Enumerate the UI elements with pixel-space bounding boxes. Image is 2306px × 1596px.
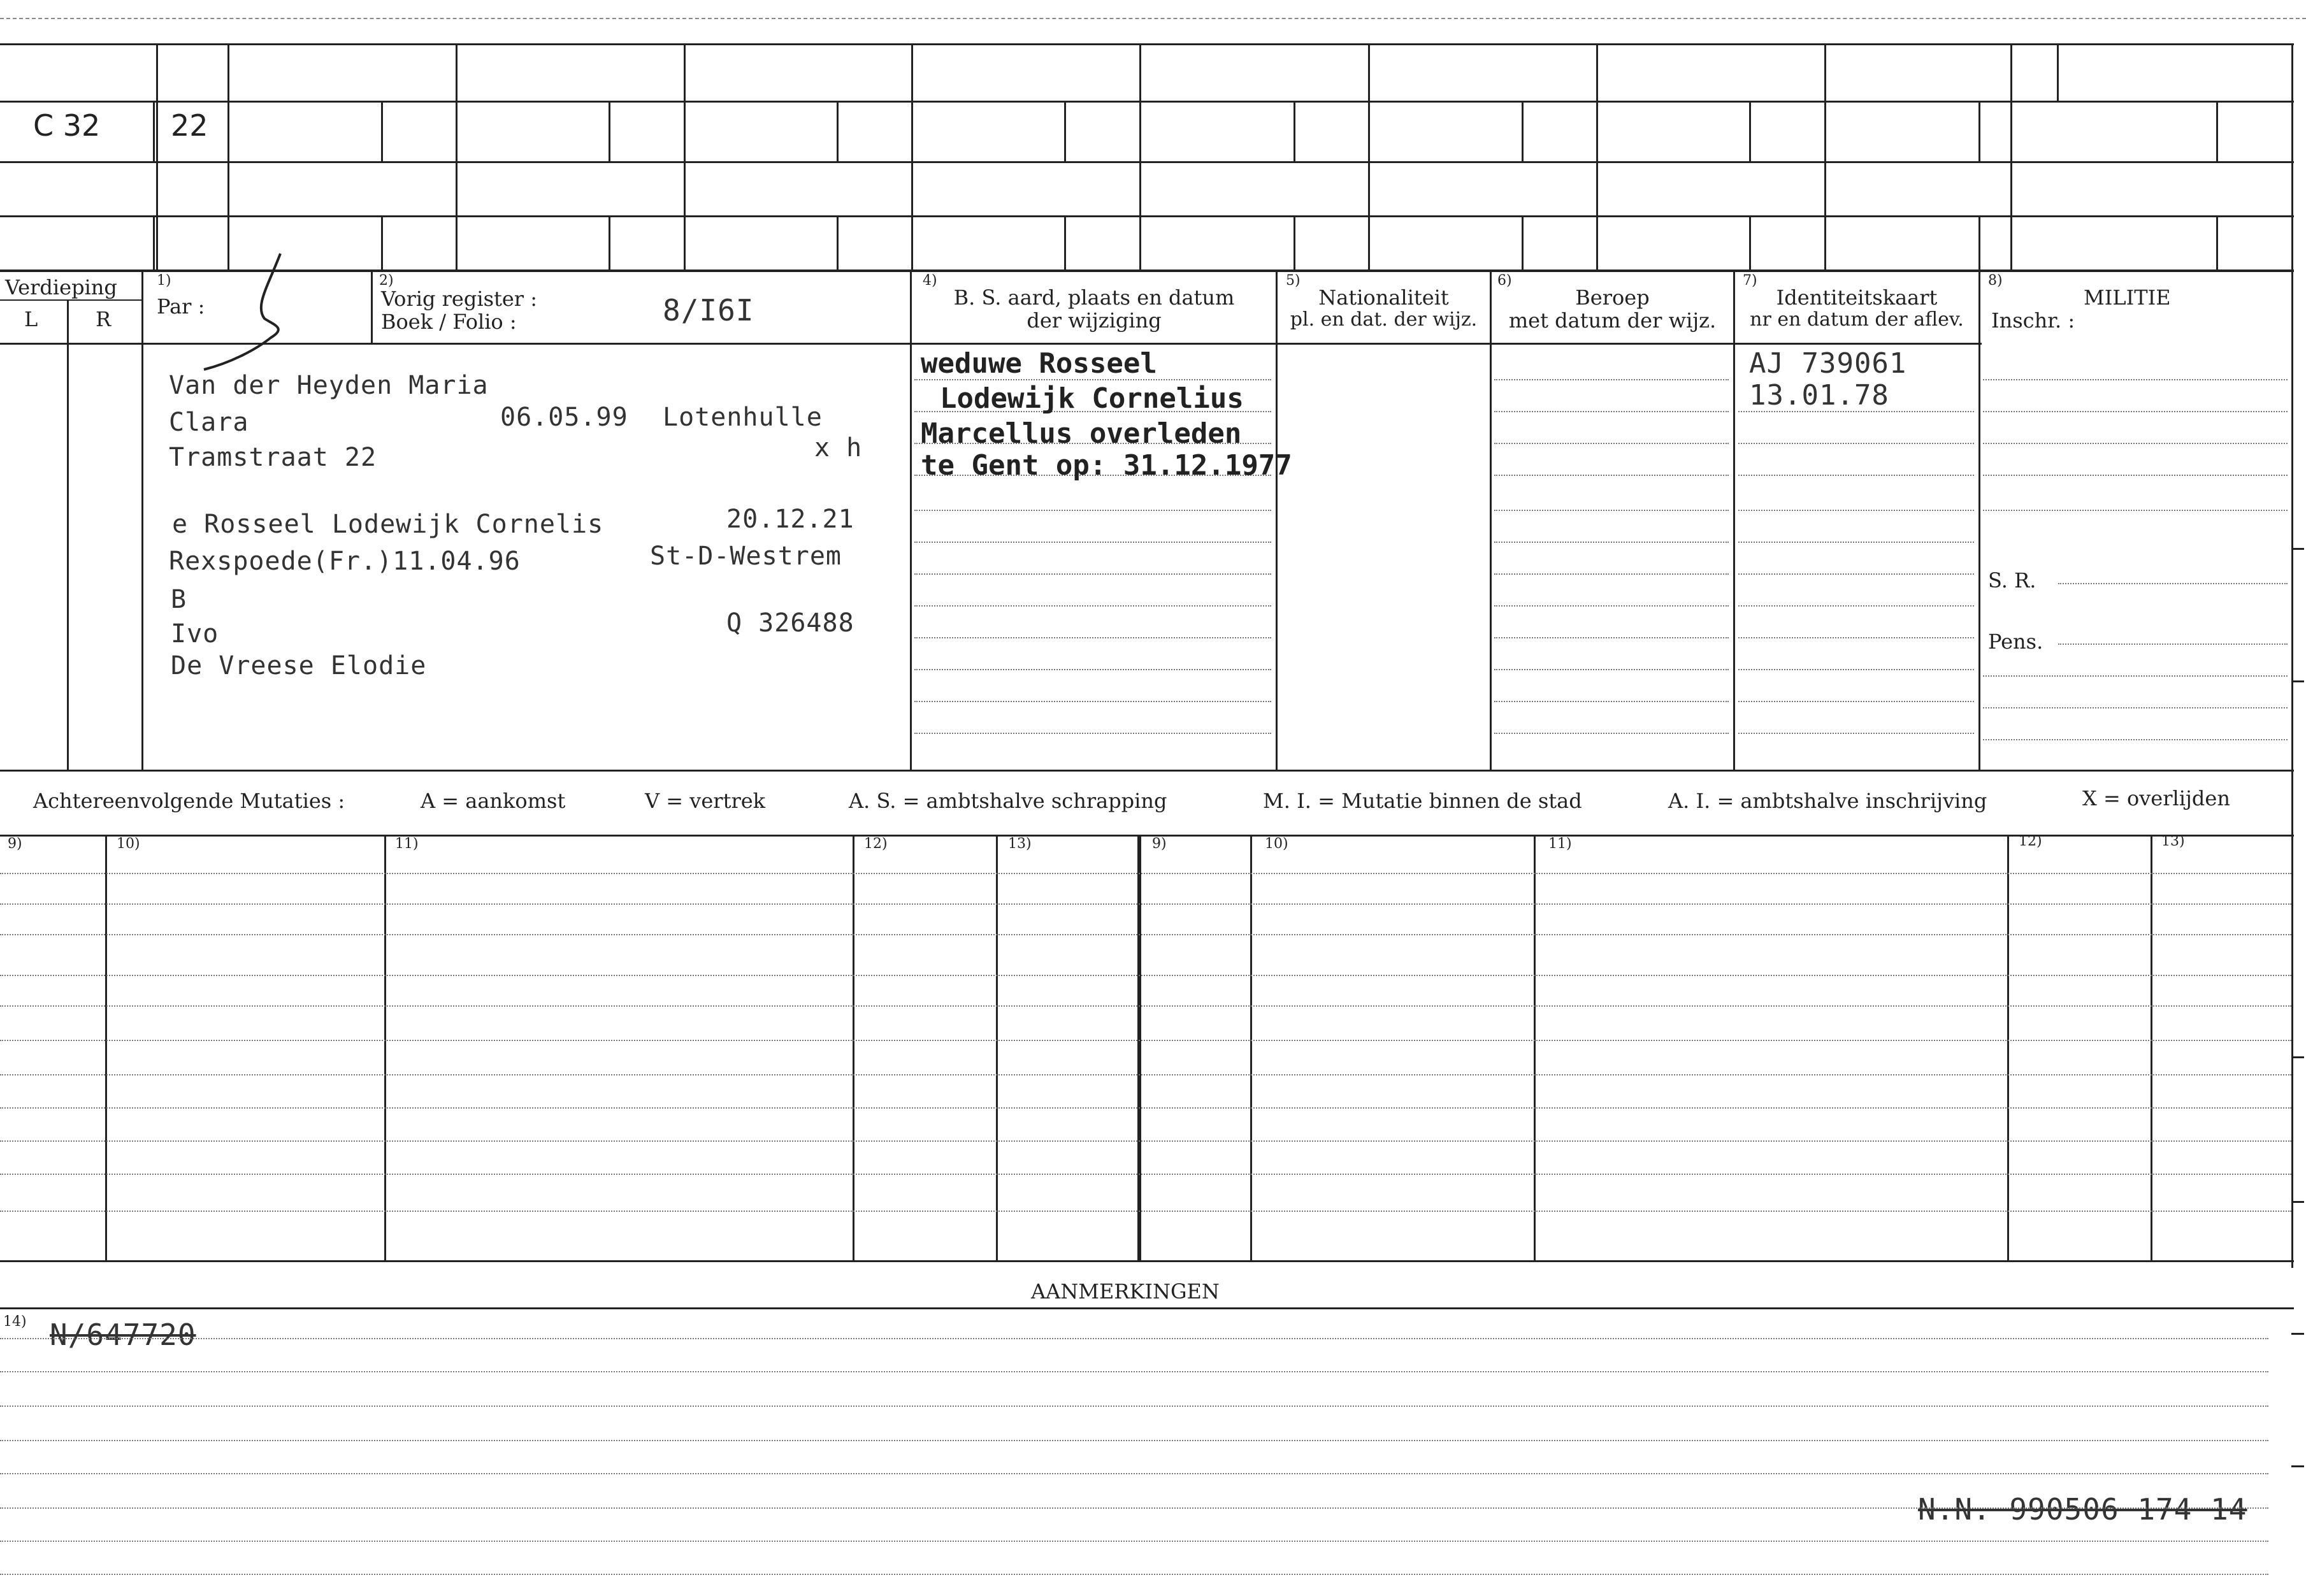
grid-line bbox=[0, 101, 2294, 103]
aanmerkingen-num: 14) bbox=[3, 1314, 27, 1330]
grid-col bbox=[456, 43, 458, 270]
mut-col-center bbox=[1137, 835, 1141, 1260]
col-divider bbox=[910, 270, 912, 770]
legend-x: X = overlijden bbox=[2082, 786, 2230, 810]
section-rule bbox=[0, 770, 2294, 772]
grid-col bbox=[609, 215, 610, 270]
id-card-number: AJ 739061 bbox=[1749, 347, 1907, 380]
top-edge bbox=[0, 18, 2306, 19]
grid-col bbox=[1522, 215, 1524, 270]
person-birth-place: Lotenhulle bbox=[663, 403, 823, 432]
verdieping-label: Verdieping bbox=[5, 275, 117, 299]
col-divider bbox=[1978, 270, 1980, 770]
col-divider bbox=[1276, 270, 1278, 770]
verdieping-l: L bbox=[24, 307, 38, 331]
verdieping-rule bbox=[0, 299, 141, 301]
col-divider bbox=[1490, 270, 1492, 770]
grid-col bbox=[1978, 215, 1980, 270]
legend-a: A = aankomst bbox=[421, 789, 566, 813]
mut-col bbox=[996, 835, 998, 1260]
col-divider bbox=[1733, 270, 1735, 770]
mutaties-title: Achtereenvolgende Mutaties : bbox=[33, 789, 345, 813]
mut-col bbox=[853, 835, 854, 1260]
grid-line bbox=[0, 161, 2294, 163]
mut-col-9: 9) bbox=[8, 836, 22, 852]
grid-col bbox=[837, 215, 839, 270]
legend-v: V = vertrek bbox=[645, 789, 766, 813]
grid-col bbox=[1522, 101, 1524, 161]
mut-col-12: 12) bbox=[864, 836, 888, 852]
col-divider bbox=[371, 270, 373, 343]
spouse-date: 20.12.21 bbox=[726, 505, 854, 534]
mut-col bbox=[105, 835, 107, 1260]
mut-col bbox=[2151, 835, 2152, 1260]
beroep-header-2: met datum der wijz. bbox=[1508, 308, 1717, 333]
person-address: Tramstraat 22 bbox=[169, 443, 377, 472]
mut-col-10b: 10) bbox=[1265, 836, 1288, 852]
inschr-label: Inschr. : bbox=[1991, 308, 2075, 333]
militie-header: MILITIE bbox=[2084, 285, 2171, 310]
col-num-1: 1) bbox=[157, 273, 171, 289]
grid-line bbox=[0, 43, 2294, 45]
pens-label: Pens. bbox=[1988, 629, 2043, 654]
grid-col bbox=[1294, 215, 1295, 270]
handwritten-par-mark bbox=[191, 248, 331, 376]
grid-col bbox=[609, 101, 610, 161]
vorig-register-label: Vorig register : bbox=[381, 287, 538, 311]
bs-header-2: der wijziging bbox=[1027, 308, 1162, 333]
grid-col bbox=[2057, 43, 2059, 101]
grid-col bbox=[1064, 101, 1066, 161]
grid-line bbox=[0, 215, 2294, 217]
grid-col bbox=[1139, 43, 1141, 270]
mut-col bbox=[2007, 835, 2009, 1260]
grid-col bbox=[2216, 101, 2218, 161]
grid-col bbox=[156, 43, 158, 270]
mut-col bbox=[384, 835, 386, 1260]
mut-col-10: 10) bbox=[117, 836, 140, 852]
person-mark: x h bbox=[814, 433, 863, 463]
grid-col bbox=[153, 215, 155, 270]
grid-col bbox=[1749, 101, 1751, 161]
national-number: N.N. 990506 174 14 bbox=[1918, 1492, 2247, 1527]
grid-col bbox=[1824, 43, 1826, 270]
bs-entry-1: weduwe Rosseel bbox=[921, 347, 1157, 380]
par-label: Par : bbox=[157, 294, 205, 319]
boek-folio-label: Boek / Folio : bbox=[381, 310, 517, 334]
bs-entry-3: Marcellus overleden bbox=[921, 417, 1242, 450]
sr-label: S. R. bbox=[1988, 568, 2036, 593]
col-divider bbox=[141, 270, 143, 770]
mut-col-11: 11) bbox=[395, 836, 419, 852]
code-left: C 32 bbox=[33, 108, 101, 143]
id-card-date: 13.01.78 bbox=[1749, 379, 1889, 412]
person-name-line2: Clara bbox=[169, 408, 249, 437]
line-ivo: Ivo bbox=[171, 619, 219, 649]
id-header-1: Identiteitskaart bbox=[1776, 285, 1938, 310]
mut-col-9b: 9) bbox=[1152, 836, 1167, 852]
grid-col bbox=[1749, 215, 1751, 270]
spouse-line: e Rosseel Lodewijk Cornelis bbox=[172, 510, 604, 539]
col-num-6: 6) bbox=[1497, 273, 1512, 289]
beroep-header-1: Beroep bbox=[1575, 285, 1650, 310]
mut-col bbox=[1534, 835, 1536, 1260]
mut-col-13: 13) bbox=[1008, 836, 1032, 852]
bs-header-1: B. S. aard, plaats en datum bbox=[953, 285, 1235, 310]
grid-col bbox=[2010, 43, 2012, 270]
grid-col bbox=[1294, 101, 1295, 161]
grid-col bbox=[1596, 43, 1598, 270]
mut-col bbox=[1250, 835, 1252, 1260]
grid-col bbox=[911, 43, 913, 270]
grid-line bbox=[0, 270, 2294, 272]
bs-entry-4: te Gent op: 31.12.1977 bbox=[921, 449, 1292, 482]
grid-col bbox=[1978, 101, 1980, 161]
grid-col bbox=[381, 101, 383, 161]
mut-col-11b: 11) bbox=[1548, 836, 1572, 852]
legend-ai: A. I. = ambtshalve inschrijving bbox=[1668, 789, 1987, 813]
person-birth-date: 06.05.99 bbox=[500, 403, 628, 432]
grid-col bbox=[1368, 43, 1370, 270]
col-num-8: 8) bbox=[1988, 273, 2003, 289]
mut-col-12b: 12) bbox=[2019, 833, 2042, 849]
nat-header-2: pl. en dat. der wijz. bbox=[1290, 308, 1478, 331]
boek-folio-value: 8/I6I bbox=[663, 293, 754, 327]
mutaties-bottom-rule bbox=[0, 1260, 2294, 1262]
line-b: B bbox=[171, 585, 187, 614]
aanmerkingen-title: AANMERKINGEN bbox=[1031, 1279, 1220, 1304]
person-name-line: Van der Heyden Maria bbox=[169, 371, 489, 400]
right-border bbox=[2291, 43, 2293, 1268]
aanmerkingen-entry: N/647720 bbox=[50, 1318, 196, 1352]
grid-col bbox=[684, 43, 686, 270]
col-divider bbox=[67, 299, 69, 770]
col-num-2: 2) bbox=[379, 273, 394, 289]
grid-col bbox=[153, 101, 155, 161]
legend-mi: M. I. = Mutatie binnen de stad bbox=[1263, 789, 1582, 813]
line-mother: De Vreese Elodie bbox=[171, 651, 427, 680]
grid-col bbox=[227, 43, 229, 270]
code-right: 22 bbox=[171, 108, 208, 143]
legend-as: A. S. = ambtshalve schrapping bbox=[849, 789, 1167, 813]
spouse-place: St-D-Westrem bbox=[650, 542, 842, 571]
spouse-birth: Rexspoede(Fr.)11.04.96 bbox=[169, 547, 521, 576]
grid-col bbox=[837, 101, 839, 161]
grid-col bbox=[2216, 215, 2218, 270]
grid-col bbox=[1064, 215, 1066, 270]
verdieping-r: R bbox=[96, 307, 112, 331]
id-header-2: nr en datum der aflev. bbox=[1750, 308, 1964, 331]
grid-col bbox=[381, 215, 383, 270]
bs-entry-2: Lodewijk Cornelius bbox=[940, 382, 1244, 415]
col-num-5: 5) bbox=[1286, 273, 1301, 289]
aanmerkingen-rule bbox=[0, 1307, 2294, 1309]
mutaties-top-rule bbox=[0, 835, 2294, 837]
mut-col-13b: 13) bbox=[2161, 833, 2185, 849]
ivo-code: Q 326488 bbox=[726, 608, 854, 638]
nat-header-1: Nationaliteit bbox=[1318, 285, 1449, 310]
col-num-4: 4) bbox=[923, 273, 937, 289]
col-num-7: 7) bbox=[1743, 273, 1757, 289]
